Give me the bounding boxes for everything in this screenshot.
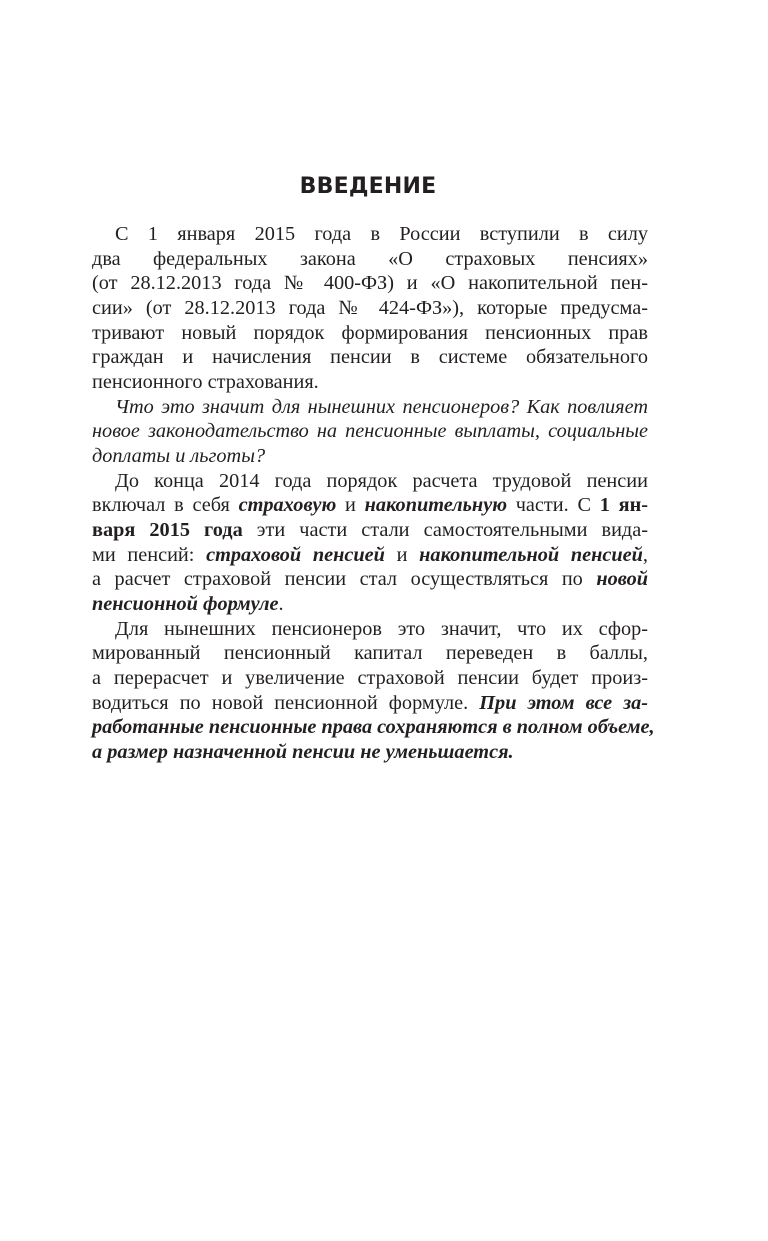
paragraph-intro — [92, 222, 648, 395]
text-line — [92, 567, 648, 592]
text-line — [92, 592, 648, 617]
emphasis-insurance: страховую — [238, 494, 337, 517]
text-line: мированный пенсионный капитал переведен в баллы, — [92, 642, 648, 665]
emphasis-rights-preserved: При этом все за- — [479, 691, 648, 714]
text-line: новое законодательство на пенсионные выплаты, социальные — [92, 420, 648, 443]
text-line: а перерасчет и увеличение страховой пенсии будет произ- — [92, 667, 648, 690]
emphasis-new-formula: новой — [596, 568, 648, 591]
text-line: пенсионного страхования. — [92, 371, 319, 394]
text-line: тривают новый порядок формирования пенсионных прав — [92, 321, 648, 344]
text-line: (от 28.12.2013 года № 400-ФЗ) и «О накопительной пен- — [92, 272, 648, 295]
text-run: , — [642, 543, 648, 566]
text-line: С 1 января 2015 года в России вступили в силу — [115, 223, 648, 245]
emphasis-funded: накопительную — [364, 494, 507, 517]
text-line: а размер назначенной пенсии не уменьшается. — [92, 741, 514, 764]
text-run: части. С — [507, 494, 600, 517]
text-run: эти части стали самостоятельными вида- — [242, 519, 648, 542]
emphasis-new-formula: пенсионной формуле — [92, 593, 279, 616]
text-run: и — [384, 543, 420, 566]
body-text — [92, 222, 655, 765]
text-line: два федеральных закона «О страховых пенсиях» — [92, 247, 648, 270]
text-line: Что это значит для нынешних пенсионеров? Как повлияет — [115, 395, 648, 418]
text-run: и — [336, 494, 365, 517]
text-line: сии» (от 28.12.2013 года № 424-ФЗ»), которые предусма- — [92, 297, 648, 320]
text-line — [92, 493, 648, 518]
emphasis-date: варя 2015 года — [92, 519, 243, 542]
text-line — [92, 518, 648, 543]
text-line: граждан и начисления пенсии в системе обязательного — [92, 346, 648, 369]
text-line — [92, 691, 648, 716]
emphasis-date: 1 ян- — [599, 494, 649, 517]
text-run: ми пенсий: — [92, 543, 207, 566]
text-run: . — [278, 593, 284, 616]
page-title: ВВЕДЕНИЕ — [299, 174, 437, 199]
text-line: Для нынешних пенсионеров это значит, что их сфор- — [115, 617, 648, 640]
paragraph-question — [92, 395, 648, 469]
emphasis-funded-pension: накопительной пенсией — [419, 543, 643, 566]
paragraph-pension-types — [92, 469, 648, 617]
text-run: водиться по новой пенсионной формуле. — [92, 691, 480, 714]
text-line: работанные пенсионные права сохраняются в полном объеме, — [92, 716, 655, 739]
emphasis-insurance-pension: страховой пенсией — [206, 543, 385, 566]
text-line: До конца 2014 года порядок расчета трудовой пенсии — [115, 469, 648, 492]
paragraph-current-pensioners — [92, 617, 655, 765]
text-run: а расчет страховой пенсии стал осуществляться по — [92, 568, 597, 591]
text-run: включал в себя — [92, 494, 239, 517]
text-line: доплаты и льготы? — [92, 445, 266, 468]
text-line — [92, 543, 648, 568]
